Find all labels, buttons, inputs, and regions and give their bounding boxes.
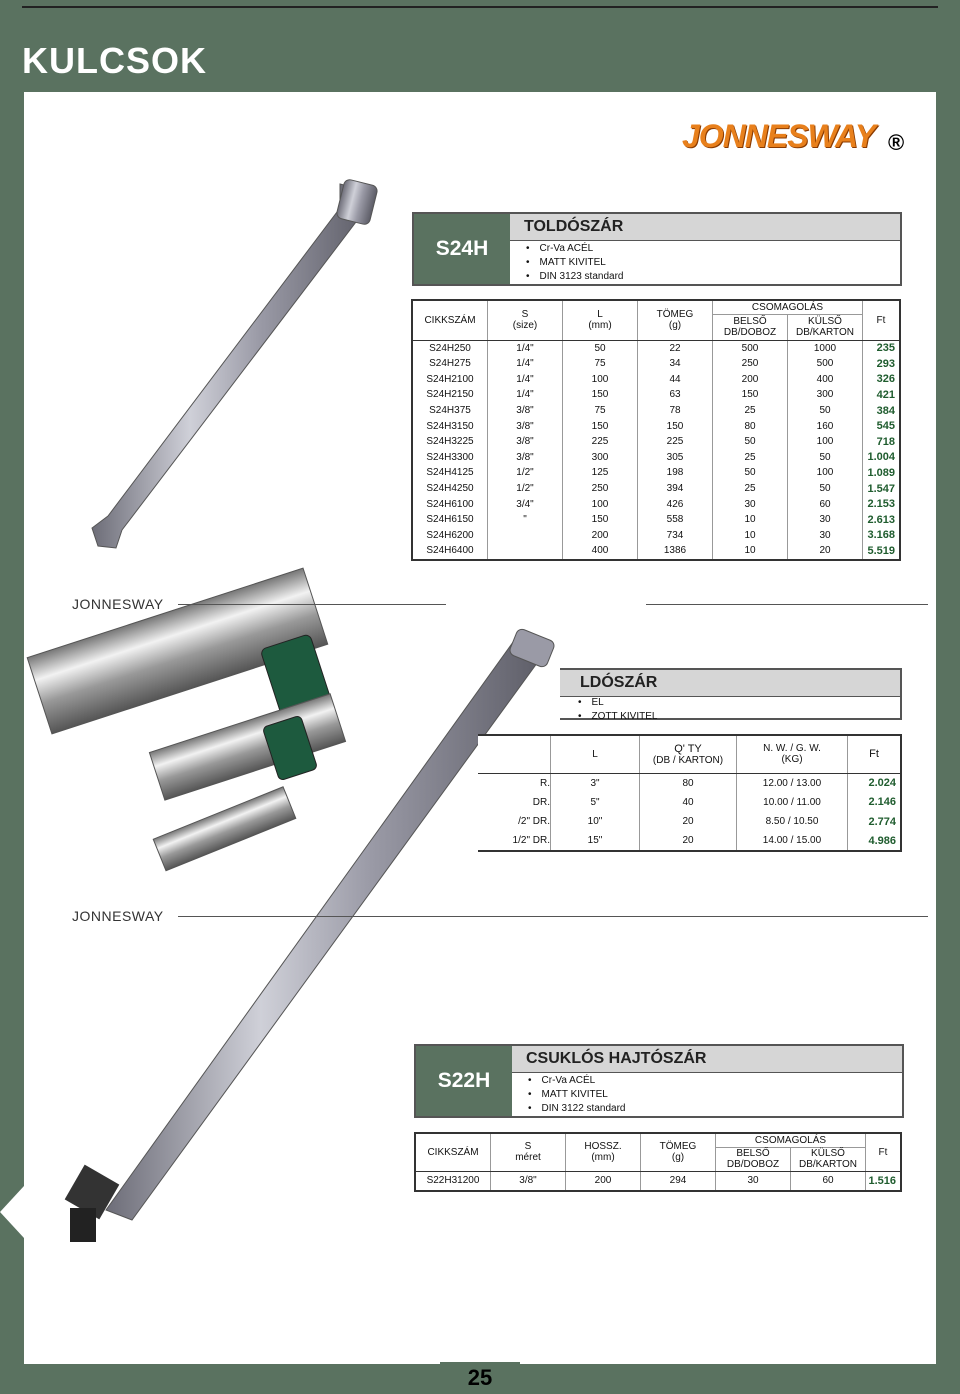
table-row <box>412 512 900 528</box>
table-row <box>412 481 900 497</box>
table-cell: 225 <box>563 434 638 450</box>
table-cell: 30 <box>713 496 788 512</box>
table-cell: 200 <box>566 1171 641 1191</box>
table-cell: 30 <box>788 512 863 528</box>
table-cell: 80 <box>640 773 737 793</box>
table-cell: 100 <box>788 465 863 481</box>
price-cell: 2.146 <box>868 796 896 809</box>
table-cell: 225 <box>638 434 713 450</box>
table-cell: S24H6150 <box>412 512 488 528</box>
table-cell: 1/2" <box>488 465 563 481</box>
mid-features <box>578 696 657 724</box>
table-cell: 125 <box>563 465 638 481</box>
separator-line <box>178 916 928 917</box>
table-row <box>412 372 900 388</box>
table-row <box>412 496 900 512</box>
price-cell: 1.516 <box>868 1174 896 1187</box>
table-cell: 20 <box>640 812 737 832</box>
table-cell: 63 <box>638 387 713 403</box>
price-cell: 4.986 <box>868 834 896 847</box>
table-cell: 1/4" <box>488 340 563 356</box>
feature-item: • DIN 3122 standard <box>528 1102 625 1116</box>
table-cell: 3" <box>551 773 640 793</box>
mid-spec-table <box>478 734 902 852</box>
table-cell: 80 <box>713 418 788 434</box>
table-cell: 50 <box>788 481 863 497</box>
separator-line <box>646 604 928 605</box>
price-cell: 718 <box>876 435 895 448</box>
table-row <box>412 356 900 372</box>
table-cell: 305 <box>638 450 713 466</box>
table-cell: 15" <box>551 832 640 852</box>
table-cell: 44 <box>638 372 713 388</box>
price-cell: 1.547 <box>867 482 895 495</box>
table-row <box>412 387 900 403</box>
table-cell: 300 <box>563 450 638 466</box>
table-cell: 3/4" <box>488 496 563 512</box>
table-cell: S24H2150 <box>412 387 488 403</box>
table-cell: 300 <box>788 387 863 403</box>
page-corner <box>0 1186 24 1238</box>
table-cell: 12.00 / 13.00 <box>737 773 848 793</box>
brand-logo: JONNESWAY <box>682 118 876 154</box>
table-cell: 250 <box>713 356 788 372</box>
table-cell: 30 <box>788 528 863 544</box>
table-cell: 25 <box>713 481 788 497</box>
col-csomagolas: CSOMAGOLÁS <box>713 300 863 314</box>
table-cell: S24H6400 <box>412 543 488 560</box>
col-kulso: KÜLSŐ DB/KARTON <box>788 314 863 340</box>
extension-bar-image <box>92 178 378 548</box>
quick-extension-small-image <box>149 694 345 800</box>
s22h-spec-table <box>414 1132 902 1192</box>
col-belso: BELSŐ DB/DOBOZ <box>716 1147 791 1171</box>
s24h-features <box>526 242 623 284</box>
table-cell: 1/4" <box>488 387 563 403</box>
table-cell: 5" <box>551 793 640 813</box>
price-cell: 5.519 <box>867 544 895 557</box>
price-cell: 2.613 <box>867 513 895 526</box>
table-cell: 20 <box>640 832 737 852</box>
feature-item: • Cr-Va ACÉL <box>528 1074 625 1088</box>
table-cell: 400 <box>563 543 638 560</box>
table-cell: 22 <box>638 340 713 356</box>
table-cell: S24H3300 <box>412 450 488 466</box>
table-cell: 150 <box>638 418 713 434</box>
feature-item: • Cr-Va ACÉL <box>526 242 623 256</box>
table-cell: 558 <box>638 512 713 528</box>
s22h-code: S22H <box>416 1046 512 1116</box>
table-row <box>412 418 900 434</box>
col-qty: Q' TY (DB / KARTON) <box>640 735 737 773</box>
s24h-code: S24H <box>414 214 510 284</box>
table-cell: 200 <box>563 528 638 544</box>
col-weight: N. W. / G. W. (KG) <box>737 735 848 773</box>
table-row <box>412 403 900 419</box>
table-cell: 150 <box>713 387 788 403</box>
table-cell: S24H3150 <box>412 418 488 434</box>
table-cell: 100 <box>788 434 863 450</box>
table-row <box>478 773 901 793</box>
registered-mark: ® <box>888 130 905 155</box>
table-cell: 400 <box>788 372 863 388</box>
table-cell: 78 <box>638 403 713 419</box>
table-cell: 25 <box>713 450 788 466</box>
table-cell: 426 <box>638 496 713 512</box>
table-cell: " <box>488 512 563 528</box>
table-cell: 1000 <box>788 340 863 356</box>
feature-item: • EL <box>578 696 657 710</box>
price-cell: 421 <box>876 388 895 401</box>
feature-item: • ZOTT KIVITEL <box>578 710 657 724</box>
table-cell: 200 <box>713 372 788 388</box>
table-cell: 100 <box>563 372 638 388</box>
table-cell: 394 <box>638 481 713 497</box>
table-cell: 500 <box>713 340 788 356</box>
table-cell: 50 <box>563 340 638 356</box>
col-kulso: KÜLSŐ DB/KARTON <box>791 1147 866 1171</box>
s22h-features <box>528 1074 625 1116</box>
mid-title: LDÓSZÁR <box>560 670 900 697</box>
feature-item: • DIN 3123 standard <box>526 270 623 284</box>
table-cell: 30 <box>716 1171 791 1191</box>
price-cell: 326 <box>876 373 895 386</box>
table-cell: 20 <box>788 543 863 560</box>
feature-item: • MATT KIVITEL <box>526 256 623 270</box>
table-cell: S24H2100 <box>412 372 488 388</box>
col-ft: Ft <box>866 1133 902 1171</box>
table-cell: 14.00 / 15.00 <box>737 832 848 852</box>
price-cell: 2.774 <box>868 815 896 828</box>
col-ft: Ft <box>863 300 901 340</box>
table-cell: 1/2" <box>488 481 563 497</box>
col-ft: Ft <box>848 735 902 773</box>
table-cell: 8.50 / 10.50 <box>737 812 848 832</box>
table-cell: 75 <box>563 356 638 372</box>
col-belso: BELSŐ DB/DOBOZ <box>713 314 788 340</box>
page-number: 25 <box>440 1362 520 1390</box>
s24h-product-header <box>412 212 902 286</box>
table-cell: S24H4250 <box>412 481 488 497</box>
table-row <box>412 340 900 356</box>
table-row <box>412 465 900 481</box>
col-csomagolas: CSOMAGOLÁS <box>716 1133 866 1147</box>
brand-separator: JONNESWAY <box>72 596 164 612</box>
table-cell: 250 <box>563 481 638 497</box>
table-cell: 100 <box>563 496 638 512</box>
feature-item: • MATT KIVITEL <box>528 1088 625 1102</box>
col-s: S (size) <box>488 300 563 340</box>
s24h-title: TOLDÓSZÁR <box>510 214 900 241</box>
col-size <box>478 735 551 773</box>
s22h-product-header <box>414 1044 904 1118</box>
table-row <box>478 812 901 832</box>
table-cell: R. <box>478 773 551 793</box>
table-row <box>478 793 901 813</box>
mid-product-header <box>560 668 902 720</box>
col-l: L <box>551 735 640 773</box>
brand-separator: JONNESWAY <box>72 908 164 924</box>
table-cell: 3/8" <box>488 434 563 450</box>
page-title: KULCSOK <box>22 40 207 81</box>
table-cell: 500 <box>788 356 863 372</box>
table-cell: 150 <box>563 512 638 528</box>
table-cell: 10.00 / 11.00 <box>737 793 848 813</box>
separator-line <box>178 604 446 605</box>
table-cell: 50 <box>788 450 863 466</box>
table-cell: 1/2" DR. <box>478 832 551 852</box>
col-hossz: HOSSZ. (mm) <box>566 1133 641 1171</box>
price-cell: 1.004 <box>867 451 895 464</box>
table-cell: 1/4" <box>488 372 563 388</box>
table-row <box>412 450 900 466</box>
col-l: L (mm) <box>563 300 638 340</box>
table-row <box>478 832 901 852</box>
col-cikkszam: CIKKSZÁM <box>415 1133 491 1171</box>
table-cell: 40 <box>640 793 737 813</box>
table-cell: 50 <box>788 403 863 419</box>
price-cell: 235 <box>876 342 895 355</box>
table-cell: 50 <box>713 465 788 481</box>
table-cell: 198 <box>638 465 713 481</box>
col-tomeg: TÖMEG (g) <box>641 1133 716 1171</box>
table-cell: 150 <box>563 387 638 403</box>
price-cell: 1.089 <box>867 466 895 479</box>
table-cell: 25 <box>713 403 788 419</box>
table-cell: 75 <box>563 403 638 419</box>
price-cell: 293 <box>876 357 895 370</box>
table-cell: 150 <box>563 418 638 434</box>
table-cell: S24H6200 <box>412 528 488 544</box>
table-cell: 734 <box>638 528 713 544</box>
table-cell: 50 <box>713 434 788 450</box>
table-cell: S24H3225 <box>412 434 488 450</box>
table-cell: DR. <box>478 793 551 813</box>
table-cell: 294 <box>641 1171 716 1191</box>
table-cell: S22H31200 <box>415 1171 491 1191</box>
table-cell: 34 <box>638 356 713 372</box>
table-cell: 60 <box>791 1171 866 1191</box>
price-cell: 2.153 <box>867 498 895 511</box>
table-cell: S24H6100 <box>412 496 488 512</box>
table-cell: 10 <box>713 512 788 528</box>
table-cell: 1386 <box>638 543 713 560</box>
price-cell: 384 <box>876 404 895 417</box>
s24h-spec-table <box>411 299 901 561</box>
table-cell: /2" DR. <box>478 812 551 832</box>
s22h-title: CSUKLÓS HAJTÓSZÁR <box>512 1046 902 1073</box>
col-s: S méret <box>491 1133 566 1171</box>
col-cikkszam: CIKKSZÁM <box>412 300 488 340</box>
table-cell: 10" <box>551 812 640 832</box>
price-cell: 2.024 <box>868 777 896 789</box>
table-cell <box>488 543 563 560</box>
table-cell: 10 <box>713 543 788 560</box>
table-cell <box>488 528 563 544</box>
table-cell: 10 <box>713 528 788 544</box>
table-cell: 3/8" <box>491 1171 566 1191</box>
table-row <box>412 543 900 560</box>
table-cell: S24H4125 <box>412 465 488 481</box>
table-cell: 1/4" <box>488 356 563 372</box>
table-row <box>415 1171 901 1191</box>
table-cell: 60 <box>788 496 863 512</box>
price-cell: 3.168 <box>867 529 895 542</box>
table-row <box>412 528 900 544</box>
table-cell: 3/8" <box>488 403 563 419</box>
table-cell: S24H375 <box>412 403 488 419</box>
table-cell: 3/8" <box>488 450 563 466</box>
table-row <box>412 434 900 450</box>
table-cell: S24H250 <box>412 340 488 356</box>
wobble-extension-image <box>153 787 296 871</box>
table-cell: 3/8" <box>488 418 563 434</box>
table-cell: 160 <box>788 418 863 434</box>
table-cell: S24H275 <box>412 356 488 372</box>
col-tomeg: TÖMEG (g) <box>638 300 713 340</box>
price-cell: 545 <box>876 420 895 433</box>
